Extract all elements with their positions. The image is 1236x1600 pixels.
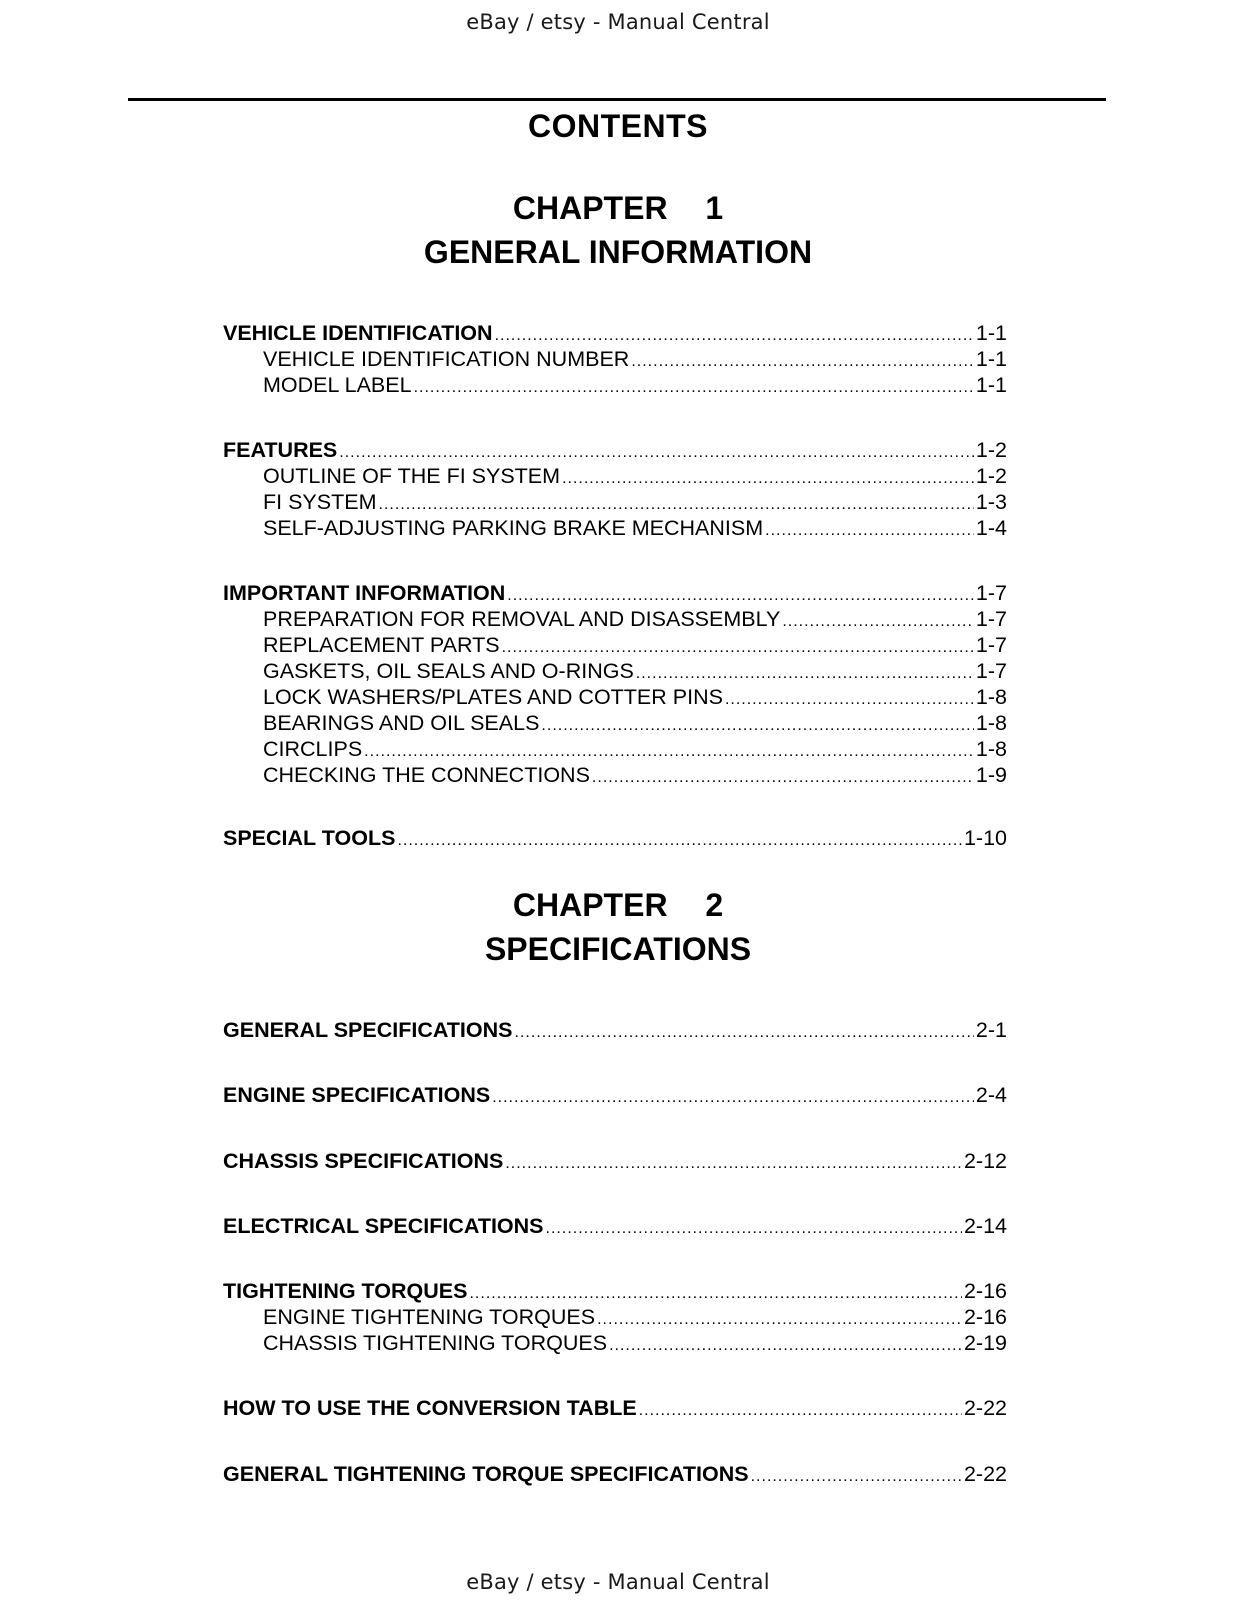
contents-title: CONTENTS (528, 108, 708, 144)
toc-subentry-page: 1-8 (975, 711, 1007, 735)
chapter-1-toc-features (223, 437, 1007, 541)
dot-leader (609, 1333, 962, 1359)
toc-subentry-page: 1-4 (975, 516, 1007, 540)
chapter-2-heading (0, 883, 1236, 971)
toc-entry-page: 2-22 (963, 1396, 1007, 1420)
toc-subentry[interactable] (223, 1330, 1007, 1356)
dot-leader (592, 765, 974, 791)
dot-leader (639, 1398, 962, 1424)
toc-entry-page: 1-10 (963, 826, 1007, 850)
toc-entry-page: 1-7 (975, 581, 1007, 605)
toc-subentry[interactable] (223, 463, 1007, 489)
chapter-2-toc-engine (223, 1082, 1007, 1108)
watermark-header: eBay / etsy - Manual Central (466, 10, 770, 34)
toc-entry-label: IMPORTANT INFORMATION (223, 581, 506, 605)
chapter-2-number: CHAPTER 2 (512, 887, 724, 923)
toc-subentry-label: FI SYSTEM (263, 490, 377, 514)
dot-leader (765, 518, 974, 544)
header-rule (128, 98, 1106, 101)
toc-entry-page: 2-4 (975, 1083, 1007, 1107)
toc-entry[interactable] (223, 580, 1007, 606)
toc-subentry[interactable] (223, 489, 1007, 515)
toc-subentry-label: GASKETS, OIL SEALS AND O-RINGS (263, 659, 634, 683)
toc-subentry[interactable] (223, 762, 1007, 788)
toc-entry-page: 1-2 (975, 438, 1007, 462)
dot-leader (597, 1307, 962, 1333)
dot-leader (725, 687, 974, 713)
toc-entry-label: TIGHTENING TORQUES (223, 1279, 468, 1303)
dot-leader (631, 349, 974, 375)
toc-entry-label: VEHICLE IDENTIFICATION (223, 321, 493, 345)
toc-entry-page: 2-1 (975, 1018, 1007, 1042)
toc-entry-label: ENGINE SPECIFICATIONS (223, 1083, 491, 1107)
toc-subentry[interactable] (223, 736, 1007, 762)
toc-subentry-label: PREPARATION FOR REMOVAL AND DISASSEMBLY (263, 607, 781, 631)
chapter-1-title: GENERAL INFORMATION (423, 234, 813, 270)
dot-leader (562, 466, 974, 492)
toc-entry[interactable] (223, 825, 1007, 851)
toc-subentry-page: 1-7 (975, 607, 1007, 631)
dot-leader (505, 1151, 962, 1177)
toc-subentry-label: BEARINGS AND OIL SEALS (263, 711, 540, 735)
chapter-1-toc (223, 320, 1007, 398)
dot-leader (414, 375, 974, 401)
toc-subentry-page: 1-7 (975, 659, 1007, 683)
dot-leader (546, 1216, 962, 1242)
chapter-1-toc-special-tools (223, 825, 1007, 851)
toc-group-vehicle-identification (223, 320, 1007, 398)
toc-subentry-label: ENGINE TIGHTENING TORQUES (263, 1305, 596, 1329)
toc-entry-page: 1-1 (975, 321, 1007, 345)
chapter-1-number: CHAPTER 1 (512, 190, 724, 226)
dot-leader (492, 1085, 974, 1111)
watermark-footer: eBay / etsy - Manual Central (466, 1570, 770, 1594)
toc-subentry[interactable] (223, 346, 1007, 372)
toc-subentry-page: 1-3 (975, 490, 1007, 514)
toc-subentry-label: MODEL LABEL (263, 373, 412, 397)
toc-entry[interactable] (223, 1395, 1007, 1421)
toc-group-important-information (223, 580, 1007, 788)
toc-subentry-page: 1-1 (975, 373, 1007, 397)
toc-entry-label: GENERAL SPECIFICATIONS (223, 1018, 513, 1042)
toc-entry-label: ELECTRICAL SPECIFICATIONS (223, 1214, 544, 1238)
toc-subentry[interactable] (223, 606, 1007, 632)
toc-subentry-label: SELF-ADJUSTING PARKING BRAKE MECHANISM (263, 516, 764, 540)
toc-subentry[interactable] (223, 632, 1007, 658)
toc-entry[interactable] (223, 320, 1007, 346)
toc-subentry-label: CIRCLIPS (263, 737, 363, 761)
toc-subentry-label: VEHICLE IDENTIFICATION NUMBER (263, 347, 630, 371)
toc-subentry-page: 1-1 (975, 347, 1007, 371)
toc-entry[interactable] (223, 1082, 1007, 1108)
toc-subentry[interactable] (223, 515, 1007, 541)
chapter-2-toc-chassis (223, 1148, 1007, 1174)
toc-subentry-label: OUTLINE OF THE FI SYSTEM (263, 464, 561, 488)
chapter-2-toc-electrical (223, 1213, 1007, 1239)
toc-subentry[interactable] (223, 658, 1007, 684)
toc-entry-page: 2-16 (963, 1279, 1007, 1303)
chapter-2-toc-general-torque (223, 1461, 1007, 1487)
toc-entry-page: 2-12 (963, 1149, 1007, 1173)
toc-subentry-label: LOCK WASHERS/PLATES AND COTTER PINS (263, 685, 723, 709)
toc-entry-label: FEATURES (223, 438, 338, 462)
toc-entry-page: 2-14 (963, 1214, 1007, 1238)
toc-subentry-page: 1-2 (975, 464, 1007, 488)
toc-group-tightening-torques (223, 1278, 1007, 1356)
toc-entry[interactable] (223, 1461, 1007, 1487)
toc-subentry-page: 2-19 (963, 1331, 1007, 1355)
toc-subentry[interactable] (223, 372, 1007, 398)
toc-entry[interactable] (223, 1213, 1007, 1239)
toc-subentry-page: 1-7 (975, 633, 1007, 657)
toc-entry-label: CHASSIS SPECIFICATIONS (223, 1149, 504, 1173)
toc-subentry-page: 2-16 (963, 1305, 1007, 1329)
toc-entry[interactable] (223, 1148, 1007, 1174)
dot-leader (397, 828, 962, 854)
toc-subentry[interactable] (223, 684, 1007, 710)
dot-leader (541, 713, 974, 739)
chapter-1-toc-important (223, 580, 1007, 788)
toc-subentry[interactable] (223, 710, 1007, 736)
toc-subentry-label: REPLACEMENT PARTS (263, 633, 500, 657)
toc-subentry[interactable] (223, 1304, 1007, 1330)
chapter-2-toc-general (223, 1017, 1007, 1043)
toc-subentry-label: CHASSIS TIGHTENING TORQUES (263, 1331, 608, 1355)
toc-entry-label: HOW TO USE THE CONVERSION TABLE (223, 1396, 637, 1420)
toc-entry[interactable] (223, 1017, 1007, 1043)
chapter-2-toc-conversion (223, 1395, 1007, 1421)
toc-subentry-label: CHECKING THE CONNECTIONS (263, 763, 590, 787)
dot-leader (751, 1464, 962, 1490)
toc-group-features (223, 437, 1007, 541)
toc-entry[interactable] (223, 1278, 1007, 1304)
toc-entry[interactable] (223, 437, 1007, 463)
toc-entry-page: 2-22 (963, 1462, 1007, 1486)
toc-subentry-page: 1-9 (975, 763, 1007, 787)
chapter-2-title: SPECIFICATIONS (484, 931, 752, 967)
chapter-2-toc-tightening (223, 1278, 1007, 1356)
dot-leader (514, 1020, 973, 1046)
dot-leader (782, 609, 974, 635)
toc-entry-label: SPECIAL TOOLS (223, 826, 396, 850)
chapter-1-heading (0, 186, 1236, 274)
toc-entry-label: GENERAL TIGHTENING TORQUE SPECIFICATIONS (223, 1462, 749, 1486)
toc-subentry-page: 1-8 (975, 737, 1007, 761)
toc-subentry-page: 1-8 (975, 685, 1007, 709)
